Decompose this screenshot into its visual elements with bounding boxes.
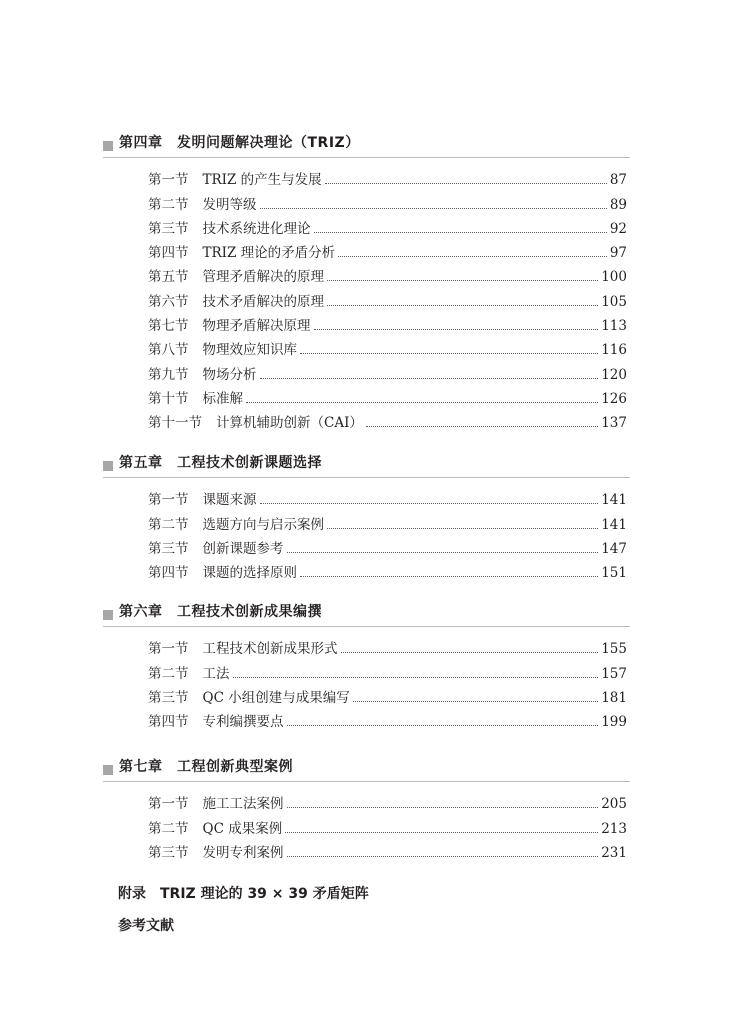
dot-leader (341, 652, 599, 653)
dot-leader (300, 353, 598, 354)
dot-leader (314, 232, 607, 233)
toc-entry[interactable] (103, 286, 630, 310)
section-list (103, 789, 630, 862)
chapter-title: 第七章 工程创新典型案例 (119, 759, 293, 775)
toc-entry[interactable] (103, 707, 630, 731)
page-number: 151 (601, 565, 627, 582)
section-title: TRIZ 理论的矛盾分析 (202, 245, 336, 262)
toc-entry[interactable] (103, 335, 630, 359)
toc-entry[interactable] (103, 311, 630, 335)
chapter-block (103, 602, 630, 731)
section-number: 第一节 (148, 172, 189, 189)
section-list (103, 634, 630, 731)
page-number: 105 (601, 293, 627, 310)
toc-entry[interactable] (103, 384, 630, 408)
chapter-block (103, 453, 630, 582)
dot-leader (287, 552, 599, 553)
section-number: 第三节 (148, 220, 189, 237)
section-number: 第二节 (148, 820, 189, 837)
page-number: 116 (601, 342, 627, 359)
section-title: 发明专利案例 (202, 844, 284, 861)
page-number: 213 (601, 820, 627, 837)
section-title: 技术矛盾解决的原理 (202, 293, 324, 310)
section-title: 创新课题参考 (202, 540, 284, 557)
section-title: 课题的选择原则 (202, 565, 297, 582)
section-number: 第一节 (148, 796, 189, 813)
section-number: 第三节 (148, 689, 189, 706)
toc-entry[interactable] (103, 359, 630, 383)
toc-entry[interactable] (103, 658, 630, 682)
dot-leader (300, 576, 598, 577)
page-number: 157 (601, 665, 627, 682)
page-number: 100 (601, 269, 627, 286)
page-number: 126 (601, 390, 627, 407)
page-number: 141 (601, 516, 627, 533)
section-number: 第一节 (148, 492, 189, 509)
chapter-block (103, 133, 630, 432)
toc-entry[interactable] (103, 558, 630, 582)
section-title: TRIZ 的产生与发展 (202, 172, 322, 189)
section-number: 第二节 (148, 196, 189, 213)
toc-entry[interactable] (103, 165, 630, 189)
dot-leader (260, 378, 599, 379)
dot-leader (287, 725, 599, 726)
section-title: 选题方向与启示案例 (202, 516, 324, 533)
square-bullet-icon (103, 610, 113, 620)
chapter-title: 第五章 工程技术创新课题选择 (119, 455, 322, 471)
toc-entry[interactable] (103, 485, 630, 509)
section-number: 第九节 (148, 366, 189, 383)
section-number: 第八节 (148, 342, 189, 359)
page-number: 97 (609, 245, 627, 262)
dot-leader (287, 807, 599, 808)
section-title: 物场分析 (202, 366, 257, 383)
toc-entry[interactable] (103, 634, 630, 658)
toc-entry[interactable] (103, 238, 630, 262)
page-number: 147 (601, 540, 627, 557)
page-number: 231 (601, 844, 627, 861)
section-list (103, 485, 630, 582)
toc-entry[interactable] (103, 789, 630, 813)
dot-leader (338, 256, 607, 257)
section-number: 第十节 (148, 390, 189, 407)
toc-entry[interactable] (103, 262, 630, 286)
dot-leader (327, 280, 598, 281)
dot-leader (327, 528, 598, 529)
dot-leader (314, 329, 599, 330)
dot-leader (366, 426, 598, 427)
toc-entry[interactable] (103, 813, 630, 837)
chapter-block (103, 757, 630, 862)
section-number: 第三节 (148, 540, 189, 557)
section-title: 标准解 (202, 390, 243, 407)
chapter-heading (103, 133, 630, 158)
toc-entry[interactable] (103, 683, 630, 707)
section-title: QC 成果案例 (202, 820, 283, 837)
square-bullet-icon (103, 461, 113, 471)
dot-leader (353, 701, 599, 702)
chapter-heading (103, 453, 630, 478)
toc-entry[interactable] (103, 189, 630, 213)
dot-leader (287, 856, 599, 857)
section-title: 物理效应知识库 (202, 342, 297, 359)
page-number: 113 (601, 318, 627, 335)
appendix-entry[interactable]: 附录 TRIZ 理论的 39 × 39 矛盾矩阵 (118, 886, 369, 902)
chapter-heading (103, 757, 630, 782)
page-number: 199 (601, 714, 627, 731)
page-number: 120 (601, 366, 627, 383)
page-number: 87 (609, 172, 627, 189)
square-bullet-icon (103, 765, 113, 775)
dot-leader (327, 305, 598, 306)
toc-entry[interactable] (103, 408, 630, 432)
dot-leader (246, 402, 598, 403)
section-title: 施工工法案例 (202, 796, 284, 813)
section-number: 第十一节 (148, 415, 202, 432)
section-title: 工法 (202, 665, 230, 682)
square-bullet-icon (103, 141, 113, 151)
toc-entry[interactable] (103, 509, 630, 533)
section-title: 技术系统进化理论 (202, 220, 311, 237)
chapter-heading (103, 602, 630, 627)
chapter-title: 第六章 工程技术创新成果编撰 (119, 604, 322, 620)
references-entry[interactable]: 参考文献 (118, 918, 174, 934)
section-number: 第二节 (148, 665, 189, 682)
page-number: 137 (601, 415, 627, 432)
toc-entry[interactable] (103, 838, 630, 862)
section-number: 第四节 (148, 245, 189, 262)
section-number: 第一节 (148, 641, 189, 658)
section-title: 管理矛盾解决的原理 (202, 269, 324, 286)
page-number: 92 (609, 220, 627, 237)
section-title: 专利编撰要点 (202, 714, 284, 731)
dot-leader (233, 677, 599, 678)
section-number: 第六节 (148, 293, 189, 310)
page-number: 155 (601, 641, 627, 658)
toc-entry[interactable] (103, 534, 630, 558)
dot-leader (260, 503, 599, 504)
page-number: 89 (609, 196, 627, 213)
section-number: 第五节 (148, 269, 189, 286)
section-title: QC 小组创建与成果编写 (202, 689, 350, 706)
section-number: 第四节 (148, 714, 189, 731)
section-title: 计算机辅助创新（CAI） (216, 415, 363, 432)
dot-leader (325, 183, 607, 184)
page-number: 141 (601, 492, 627, 509)
toc-entry[interactable] (103, 214, 630, 238)
section-list (103, 165, 630, 432)
section-title: 发明等级 (202, 196, 257, 213)
page-number: 181 (601, 689, 627, 706)
page-number: 205 (601, 796, 627, 813)
section-title: 课题来源 (202, 492, 257, 509)
section-number: 第四节 (148, 565, 189, 582)
section-number: 第三节 (148, 844, 189, 861)
section-number: 第七节 (148, 318, 189, 335)
section-number: 第二节 (148, 516, 189, 533)
dot-leader (285, 832, 598, 833)
dot-leader (260, 208, 607, 209)
section-title: 物理矛盾解决原理 (202, 318, 311, 335)
chapter-title: 第四章 发明问题解决理论（TRIZ） (119, 135, 360, 151)
section-title: 工程技术创新成果形式 (202, 641, 338, 658)
